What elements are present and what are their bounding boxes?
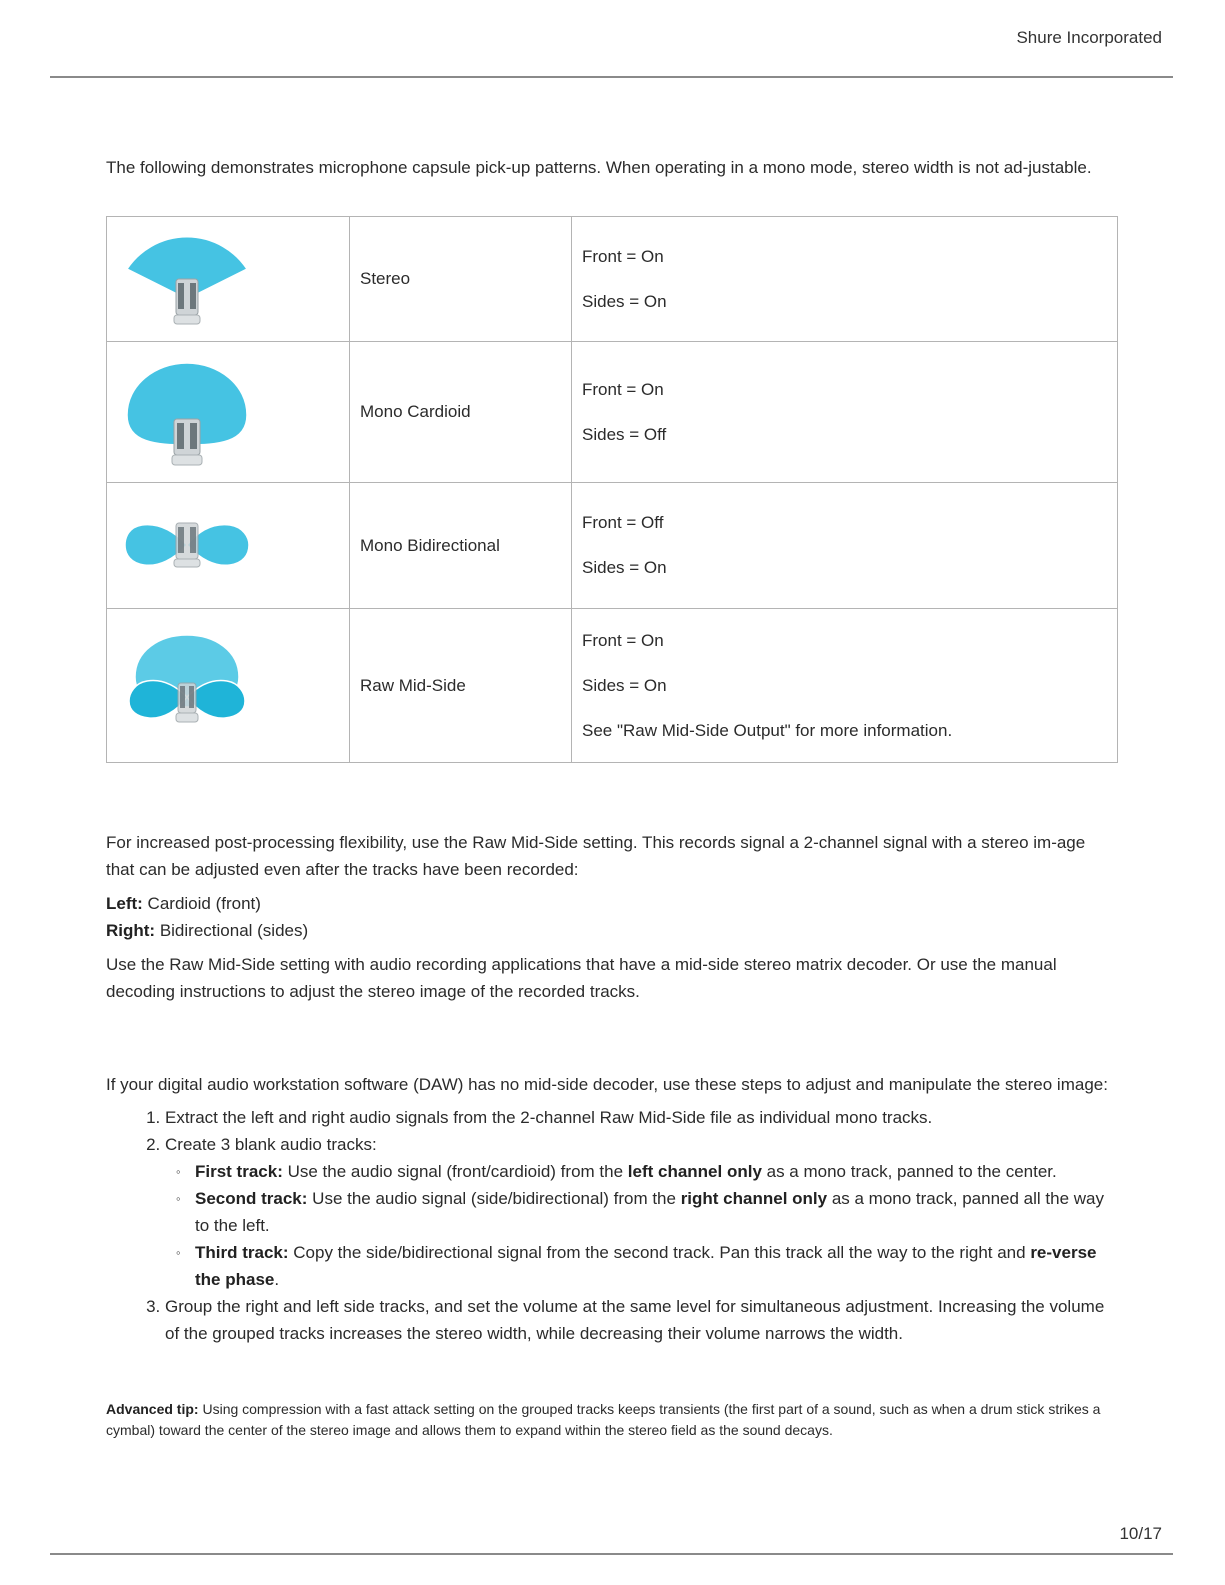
step-2-text: Create 3 blank audio tracks: [165,1135,377,1154]
pattern-image-cell [107,483,350,609]
table-row [107,217,1118,342]
manual-decoding-section [106,1071,1118,1347]
setting-front: Front = Off [582,513,664,532]
track-3-bold: re-verse the phase [195,1243,1097,1289]
pattern-name: Stereo [350,217,572,342]
mono-bidirectional-pattern-icon [117,511,339,581]
pattern-image-cell [107,342,350,483]
left-label: Left: [106,894,143,913]
left-value: Cardioid (front) [142,894,261,913]
decoding-steps [106,1104,1118,1347]
intro-text: The following demonstrates microphone capsule pick-up patterns. When operating in a mono mode, stereo width is not ad-justable. [106,158,1092,177]
track-2-bold: right channel only [680,1189,828,1208]
pattern-settings [572,609,1118,763]
track-1-label: First track: [195,1162,283,1181]
raw-mid-side-pattern-icon [117,631,339,741]
setting-front: Front = On [582,630,664,650]
list-item [165,1131,1118,1293]
step-3-text: Group the right and left side tracks, and set the volume at the same level for simultaneous adjustment. Increasing the volume of the grouped tracks increases the stereo width, while decreasing their volume narrows the width. [165,1297,1105,1343]
pattern-name: Mono Bidirectional [350,483,572,609]
track-1-text: Use the audio signal (front/cardioid) from the [282,1162,628,1181]
setting-sides: Sides = On [582,291,667,311]
track-2-text-end: as a mono track, panned all the way to the left. [195,1189,1104,1235]
right-value: Bidirectional (sides) [155,921,309,940]
intro-paragraph [106,154,1118,181]
page-number: 10/17 [1119,1524,1162,1543]
setting-front: Front = On [582,379,664,399]
advanced-tip-text [106,1399,1118,1441]
pattern-settings [572,483,1118,609]
track-list [165,1158,1118,1293]
decoder-paragraph: Use the Raw Mid-Side setting with audio recording applications that have a mid-side stereo matrix decoder. Or use the manual decoding instructions to adjust the stereo image of the recorded tracks. [106,955,1057,1001]
list-item [195,1239,1118,1293]
raw-mid-side-paragraph: For increased post-processing flexibility, use the Raw Mid-Side setting. This records signal a 2-channel signal with a stereo im-age that can be adjusted even after the tracks have been recorded: [106,833,1086,879]
mono-cardioid-pattern-icon [117,355,339,470]
list-item [165,1293,1118,1347]
header-divider [50,76,1173,78]
footer-divider [50,1553,1173,1555]
list-item [195,1158,1118,1185]
track-3-label: Third track: [195,1243,289,1262]
step-1-text: Extract the left and right audio signals from the 2-channel Raw Mid-Side file as individual mono tracks. [165,1108,933,1127]
pattern-name: Mono Cardioid [350,342,572,483]
setting-sides: Sides = On [582,558,667,577]
pickup-pattern-table [106,216,1118,763]
pattern-image-cell [107,609,350,763]
stereo-pattern-icon [117,227,339,332]
pattern-image-cell [107,217,350,342]
daw-intro: If your digital audio workstation software (DAW) has no mid-side decoder, use these steps to adjust and manipulate the stereo image: [106,1075,1108,1094]
setting-sides: Sides = On [582,675,667,695]
header-company-name: Shure Incorporated [1016,28,1162,47]
track-1-bold: left channel only [627,1162,762,1181]
pattern-settings [572,217,1118,342]
table-row [107,483,1118,609]
raw-mid-side-section [106,829,1118,1005]
list-item [165,1104,1118,1131]
advanced-tip-body: Using compression with a fast attack setting on the grouped tracks keeps transients (the first part of a sound, such as when a drum stick strikes a cymbal) toward the center of the stereo image and allows them to expand within the stereo field as the sound decays. [106,1401,1101,1438]
pattern-settings [572,342,1118,483]
track-2-label: Second track: [195,1189,308,1208]
advanced-tip [106,1399,1118,1441]
track-1-text-end: as a mono track, panned to the center. [761,1162,1057,1181]
setting-note: See "Raw Mid-Side Output" for more information. [582,720,953,740]
left-channel-line [106,890,1118,917]
track-3-text-end: . [274,1270,280,1289]
right-label: Right: [106,921,156,940]
list-item [195,1185,1118,1239]
pattern-name: Raw Mid-Side [350,609,572,763]
table-row [107,342,1118,483]
track-3-text: Copy the side/bidirectional signal from the second track. Pan this track all the way to the right and [288,1243,1031,1262]
setting-front: Front = On [582,246,664,266]
track-2-text: Use the audio signal (side/bidirectional) from the [307,1189,681,1208]
setting-sides: Sides = Off [582,424,667,444]
advanced-tip-label: Advanced tip: [106,1401,199,1417]
right-channel-line [106,917,1118,944]
table-row [107,609,1118,763]
